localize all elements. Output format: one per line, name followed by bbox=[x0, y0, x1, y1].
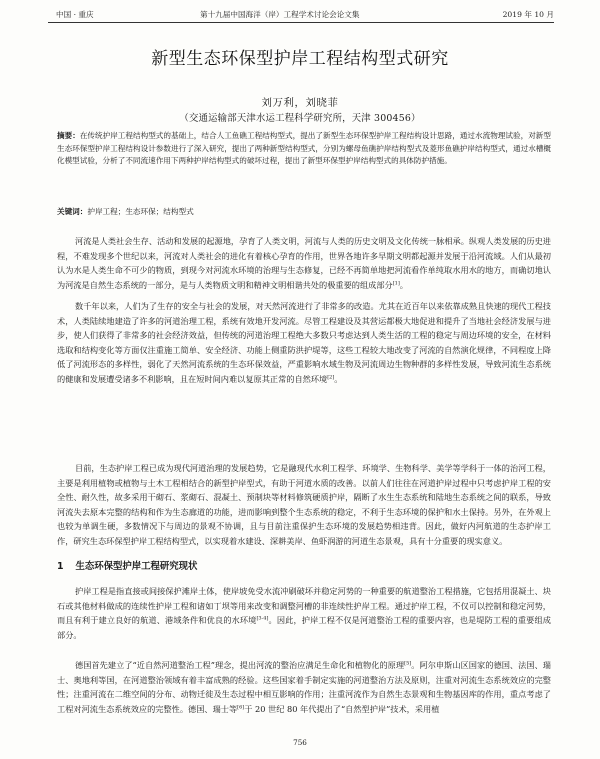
page-number: 756 bbox=[293, 738, 307, 747]
paragraph-text: 。阿尔申斯山区国家的德国、法国、瑞士、奥地利等国，在河道整治领域有着丰富成熟的经验。这些国家着手制定实施的河道整治方法及原则，注重对河流生态系统效应的完整性；注重河流在二维空间的分布、动物迁徙及生态过程中相互影响的作用；注重河流作为自然生态景观和生物基因库的作用，重点考虑了工程对河流生态系统效应的完整性。德国、瑞士等 bbox=[57, 660, 551, 714]
header-location: 中国 · 重庆 bbox=[56, 10, 94, 19]
paragraph-text: 护岸工程是指直接或间接保护滩岸土体，使岸坡免受水流冲刷破坏并稳定河势的一种重要的航道整治工程措施，它包括用混凝土、块石或其他材料做成的连续性护岸工程和诸如丁坝等用来改变和调整河槽的非连续性护岸工程。通过护岸工程，不仅可以控制和稳定河势，而且有利于建立良好的航道、港域条件和优良的水环境 bbox=[57, 586, 551, 625]
citation: [5] bbox=[404, 660, 412, 667]
paragraph-text: 。因此，护岸工程不仅是河道整治工程的重要内容，也是堤防工程的重要组成部分。 bbox=[57, 615, 551, 640]
paragraph-text: 目前，生态护岸工程已成为现代河道治理的发展趋势，它是融现代水利工程学、环境学、生物科学、美学等学科于一体的治河工程，主要是利用植物或植物与土木工程相结合的新型护岸型式，有助于河道水质的改善。以前人们往往在河道护岸过程中只考虑护岸工程的安全性、耐久性，故多采用干砌石、浆砌石、混凝土、预制块等材料修筑硬质护岸，隔断了水生生态系统和陆地生态系统之间的联系，导致河流失去原本完整的结构和作为生态廊道的功能，进而影响到整个生态系统的稳定，不利于生态环境的保护和水土保持。另外，在外观上也较为单调生硬，多数情况下与周边的景观不协调，且与目前注重保护生态环境的发展趋势相违背。因此，做好内河航道的生态护岸工作，研究生态环保型护岸工程结构型式，以实现着水建设、深耕美岸、鱼虾润游的河道生态景观，具有十分重要的现实意义。 bbox=[57, 463, 551, 546]
citation: [1] bbox=[392, 279, 400, 286]
paper-authors: 刘万利，刘晓菲 bbox=[261, 97, 339, 109]
citation: [6] bbox=[237, 703, 245, 710]
paper-title: 新型生态环保型护岸工程结构型式研究 bbox=[151, 49, 449, 69]
body-paragraph bbox=[57, 658, 551, 716]
keywords-text: 护岸工程；生态环保；结构型式 bbox=[87, 207, 194, 216]
body-paragraph bbox=[57, 234, 551, 292]
paragraph-text: 于 20 世纪 80 年代提出了“自然型护岸”技术，采用植 bbox=[244, 703, 440, 714]
abstract-label: 摘要： bbox=[57, 131, 80, 140]
body-paragraph bbox=[57, 461, 551, 548]
paper-affiliation: （交通运输部天津水运工程科学研究所，天津 300456） bbox=[179, 113, 421, 124]
section-heading bbox=[57, 560, 197, 574]
citation: [3-4] bbox=[256, 615, 269, 622]
section-title: 生态环保型护岸工程研究现状 bbox=[75, 561, 198, 572]
body-paragraph bbox=[57, 584, 551, 642]
paragraph-text: 。 bbox=[399, 279, 408, 290]
abstract bbox=[57, 130, 551, 168]
running-header bbox=[48, 8, 554, 23]
paragraph-text: 数千年以来，人们为了生存的安全与社会的发展，对天然河流进行了非常多的改造。尤其在近百年以来依靠成熟且快速的现代工程技术，人类陆续地建造了许多的河道治理工程，系统有效地开发河流。尽管工程建设及其营运都极大地促进和提升了当地社会经济发展与进步，使人们获得了非常多的社会经济效益，但传统的河道治理工程绝大多数只考虑达到人类生活的工程的稳定与周边环境的安全，在材料选取和结构变化等方面仅注重施工简单、安全经济、功能上侧重防洪护堤等，这些工程较大地改变了河流的自然演化规律，不同程度上降低了河流形态的多样性，弱化了天然河流系统的生态环保效益，严重影响水域生物及河流周边生物种群的多样性发展，导致河流生态系统的健康和发展遭受诸多不利影响，且在短时间内难以复原其正常的自然环境 bbox=[57, 301, 551, 384]
header-proceedings: 第十九届中国海洋（岸）工程学术讨论会论文集 bbox=[200, 10, 360, 19]
paragraph-text: 河流是人类社会生存、活动和发展的起源地，孕育了人类文明，河流与人类的历史文明及文化传统一脉相承。纵观人类发展的历史进程，不难发现多个世纪以来，河流对人类社会的进化有着核心孕育的作用，世界各地许多早期文明都起源并发展于沿河流域。人们从最初认为水是人类生命不可少的物质，到现今对河流水环境的治理与生态修复，已经不再简单地把河流看作单纯取水用水的地方，而确切地认为河流是自然生态系统的一部分，是与人类物质文明和精神文明相谐共处的极重要的组成部分 bbox=[57, 236, 551, 290]
section-number: 1 bbox=[57, 561, 64, 572]
abstract-text: 在传统护岸工程结构型式的基础上，结合人工鱼礁工程结构型式，提出了新型生态环保型护岸工程结构设计思路，通过水流物理试验，对新型生态环保型护岸工程结构设计参数进行了深入研究，提出了两种新型结构型式，分别为螺母鱼礁护岸结构型式及菱形鱼礁护岸结构型式，通过水槽概化模型试验，分析了不同流速作用下两种护岸结构型式的破坏过程，提出了新型环保型护岸结构型式的具体防护措施。 bbox=[57, 131, 552, 166]
citation: [2] bbox=[327, 373, 335, 380]
keywords bbox=[57, 206, 551, 218]
paragraph-text: 。 bbox=[334, 373, 343, 384]
header-date: 2019 年 10 月 bbox=[502, 10, 554, 19]
paragraph-text: 德国首先建立了“近自然河道整治工程”理念，提出河流的整治应满足生命化和植物化的原理 bbox=[75, 660, 405, 670]
keywords-label: 关键词： bbox=[57, 207, 88, 216]
body-paragraph bbox=[57, 299, 551, 386]
